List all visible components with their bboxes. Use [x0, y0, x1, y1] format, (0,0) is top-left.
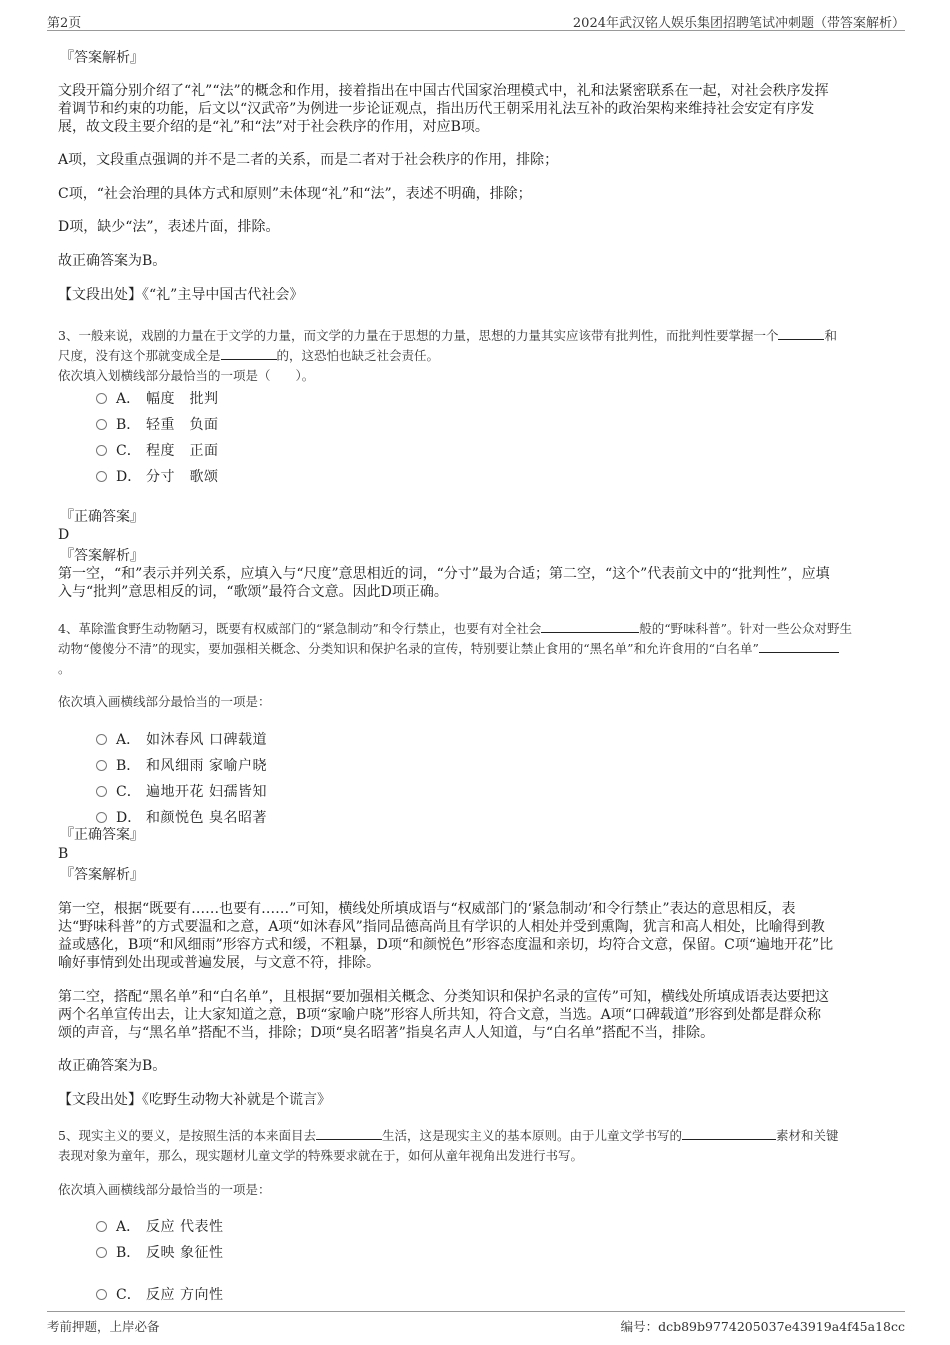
- q4-answer: B: [58, 846, 69, 862]
- radio-icon[interactable]: [96, 734, 107, 745]
- q2-option-a-note: A项，文段重点强调的并不是二者的关系，而是二者对于社会秩序的作用，排除；: [58, 152, 559, 168]
- q4-stem-line3: 。: [58, 661, 71, 676]
- footer-serial: 编号：dcb89b9774205037e43919a4f45a18cc: [620, 1319, 905, 1334]
- blank: [316, 1127, 382, 1140]
- blank: [541, 620, 639, 633]
- q3-option-a[interactable]: A． 幅度 批判: [96, 388, 219, 408]
- q3-analysis-line: 入与“批判”意思相反的词，“歌颂”最符合文意。因此D项正确。: [58, 584, 448, 600]
- q3-stem-line2: 尺度，没有这个那就变成全是 的，这恐怕也缺乏社会责任。: [58, 348, 440, 363]
- q4-option-c[interactable]: C． 遍地开花 妇孺皆知: [96, 781, 267, 801]
- q4-stem: 4、革除滥食野生动物陋习，既要有权威部门的“紧急制动”和令行禁止，也要有对全社会 般的“野味科普”。针对一些公众对野生: [58, 621, 853, 636]
- radio-icon[interactable]: [96, 760, 107, 771]
- q3-answer: D: [58, 527, 70, 543]
- q2-analysis-label: 『答案解析』: [60, 50, 144, 66]
- page-header: [47, 8, 905, 31]
- q4-option-a[interactable]: A． 如沐春风 口碑载道: [96, 729, 267, 749]
- q2-source: 【文段出处】《“礼”主导中国古代社会》: [58, 287, 304, 303]
- q5-prompt: 依次填入画横线部分最恰当的一项是：: [58, 1182, 271, 1197]
- q4-analysis-label: 『答案解析』: [60, 867, 144, 883]
- page-footer: [47, 1311, 905, 1336]
- radio-icon[interactable]: [96, 812, 107, 823]
- q3-option-d[interactable]: D． 分寸 歌颂: [96, 466, 219, 486]
- q3-analysis-label: 『答案解析』: [60, 548, 144, 564]
- footer-slogan: 考前押题，上岸必备: [47, 1319, 160, 1334]
- q5-stem: 5、现实主义的要义，是按照生活的本来面目去 生活，这是现实主义的基本原则。由于儿童文学书写的 素材和关键: [58, 1128, 839, 1143]
- q3-prompt: 依次填入划横线部分最恰当的一项是（ ）。: [58, 368, 315, 383]
- blank: [759, 640, 839, 653]
- q2-option-c-note: C项，“社会治理的具体方式和原则”未体现“礼”和“法”，表述不明确，排除；: [58, 186, 532, 202]
- radio-icon[interactable]: [96, 1247, 107, 1258]
- q4-analysis-line: 第二空，搭配“黑名单”和“白名单”，且根据“要加强相关概念、分类知识和保护名录的宣传”可知，横线处所填成语表达要把这: [58, 989, 829, 1005]
- radio-icon[interactable]: [96, 393, 107, 404]
- q2-analysis-line: 文段开篇分别介绍了“礼”“法”的概念和作用，接着指出在中国古代国家治理模式中，礼和法紧密联系在一起，对社会秩序发挥: [58, 83, 829, 99]
- q5-stem-line2: 表现对象为童年，那么，现实题材儿童文学的特殊要求就在于，如何从童年视角出发进行书写。: [58, 1148, 584, 1163]
- page-number: 第2页: [47, 16, 82, 31]
- q3-option-b[interactable]: B． 轻重 负面: [96, 414, 219, 434]
- q4-prompt: 依次填入画横线部分最恰当的一项是：: [58, 694, 271, 709]
- q4-analysis-line: 两个名单宣传出去，让大家知道之意，B项“家喻户晓”形容人所共知，符合文意，当选。A项“口碑载道”形容到处都是群众称: [58, 1007, 822, 1023]
- q5-option-a[interactable]: A． 反应 代表性: [96, 1216, 223, 1236]
- q4-analysis-line: 达“野味科普”的方式要温和之意，A项“如沐春风”指同品德高尚且有学识的人相处并受到熏陶，犹言和高人相处，比喻得到教: [58, 919, 825, 935]
- q4-conclusion: 故正确答案为B。: [58, 1058, 167, 1074]
- radio-icon[interactable]: [96, 786, 107, 797]
- q4-analysis-line: 第一空，根据“既要有……也要有……”可知，横线处所填成语与“权威部门的‘紧急制动’和令行禁止”表达的意思相反，表: [58, 901, 796, 917]
- q2-conclusion: 故正确答案为B。: [58, 253, 167, 269]
- q3-analysis-line: 第一空，“和”表示并列关系，应填入与“尺度”意思相近的词，“分寸”最为合适；第二空，“这个”代表前文中的“批判性”，应填: [58, 566, 830, 582]
- radio-icon[interactable]: [96, 1221, 107, 1232]
- blank: [778, 327, 824, 340]
- radio-icon[interactable]: [96, 419, 107, 430]
- document-title: 2024年武汉铭人娱乐集团招聘笔试冲刺题（带答案解析）: [572, 16, 905, 31]
- q3-option-c[interactable]: C． 程度 正面: [96, 440, 219, 460]
- q5-option-c[interactable]: C． 反应 方向性: [96, 1284, 223, 1304]
- q4-stem-line2: 动物“傻傻分不清”的现实，要加强相关概念、分类知识和保护名录的宣传，特别要让禁止食用的“黑名单”和允许食用的“白名单”: [58, 639, 839, 659]
- q4-option-b[interactable]: B． 和风细雨 家喻户晓: [96, 755, 267, 775]
- q3-stem: 3、一般来说，戏剧的力量在于文学的力量，而文学的力量在于思想的力量，思想的力量其实应该带有批判性，而批判性要掌握一个 和: [58, 328, 837, 343]
- q4-analysis-line: 益或感化，B项“和风细雨”形容方式和缓，不粗暴，D项“和颜悦色”形容态度温和亲切，均符合文意，保留。C项“遍地开花”比: [58, 937, 834, 953]
- radio-icon[interactable]: [96, 1289, 107, 1300]
- blank: [682, 1127, 776, 1140]
- blank: [221, 347, 277, 360]
- q5-option-b[interactable]: B． 反映 象征性: [96, 1242, 223, 1262]
- radio-icon[interactable]: [96, 471, 107, 482]
- q2-option-d-note: D项，缺少“法”，表述片面，排除。: [58, 219, 280, 235]
- radio-icon[interactable]: [96, 445, 107, 456]
- q4-option-d[interactable]: D． 和颜悦色 臭名昭著: [96, 807, 267, 827]
- q2-analysis-line: 着调节和约束的功能，后文以“汉武帝”为例进一步论证观点，指出历代王朝采用礼法互补的政治架构来维持社会安定有序发: [58, 101, 815, 117]
- q4-analysis-line: 颂的声音，与“黑名单”搭配不当，排除；D项“臭名昭著”指臭名声人人知道，与“白名单”搭配不当，排除。: [58, 1025, 715, 1041]
- q4-analysis-line: 喻好事情到处出现或普遍发展，与文意不符，排除。: [58, 955, 380, 971]
- q4-answer-label: 『正确答案』: [60, 827, 144, 843]
- q4-source: 【文段出处】《吃野生动物大补就是个谎言》: [58, 1092, 331, 1108]
- q2-analysis-line: 展，故文段主要介绍的是“礼”和“法”对于社会秩序的作用，对应B项。: [58, 119, 489, 135]
- q3-answer-label: 『正确答案』: [60, 509, 144, 525]
